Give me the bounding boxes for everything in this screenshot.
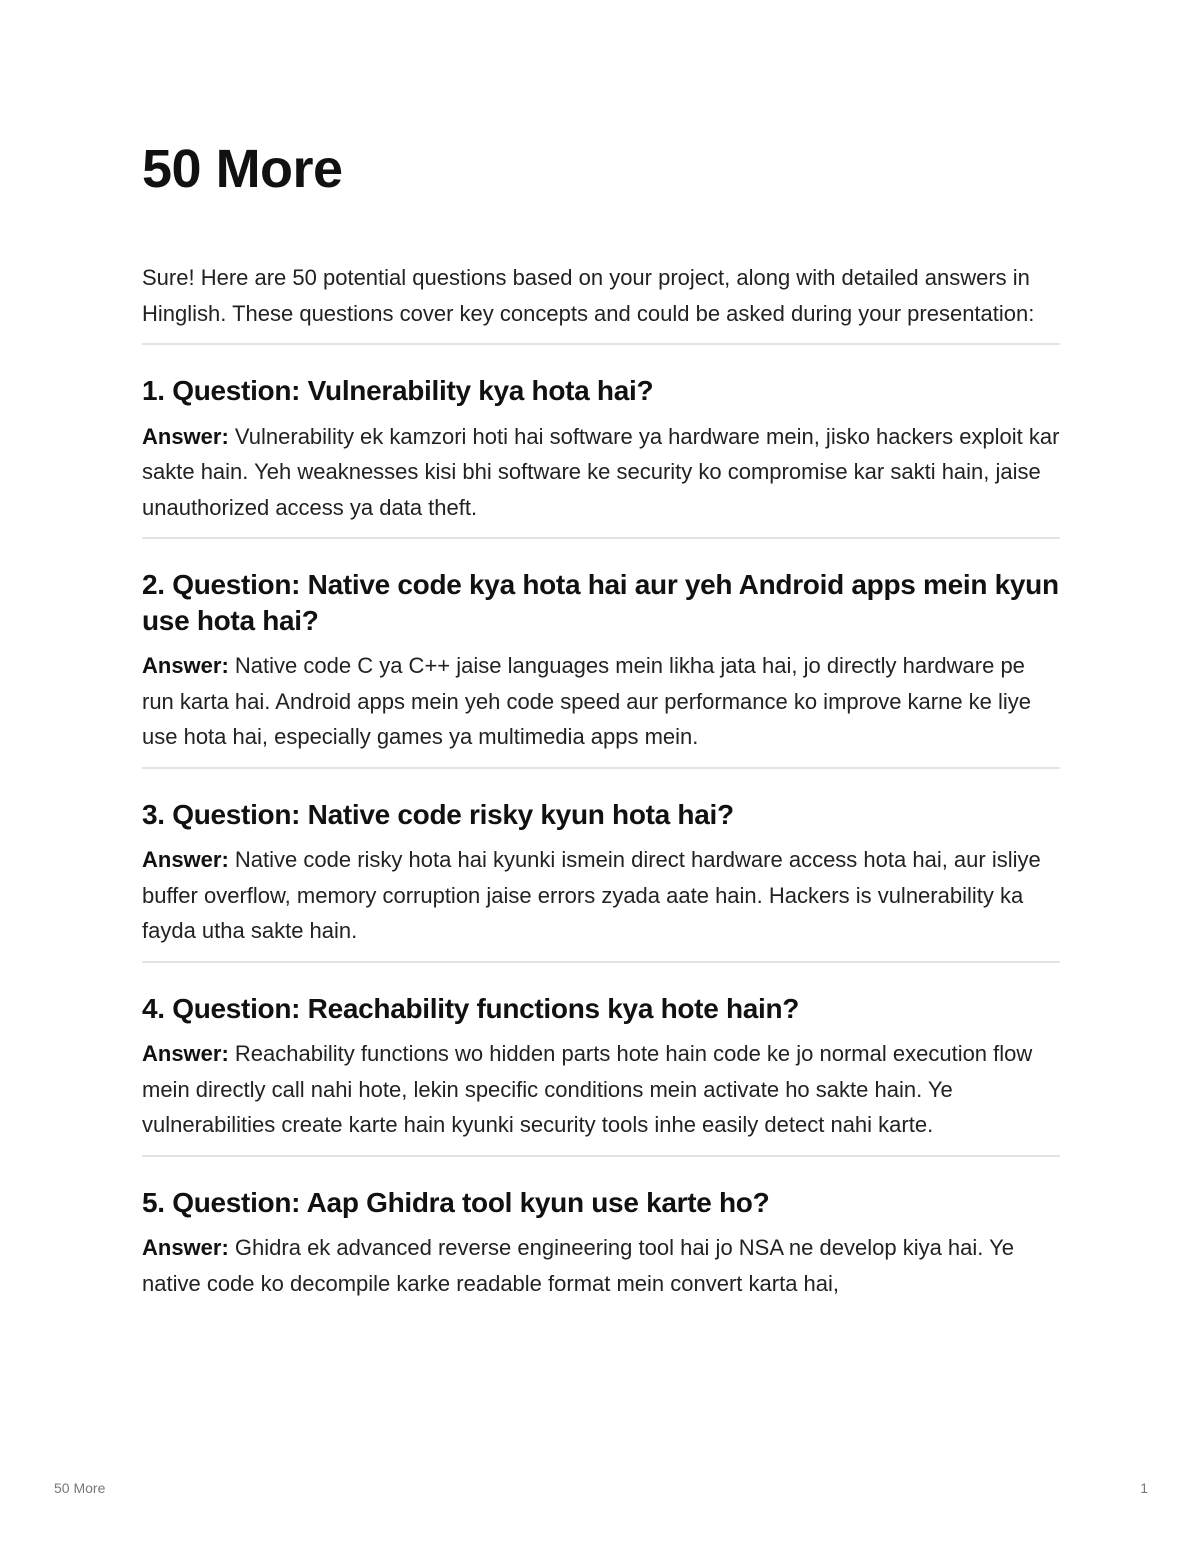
qa-item-1 — [142, 373, 1060, 525]
answer-label: Answer: — [142, 423, 229, 449]
question-heading: 2. Question: Native code kya hota hai aur yeh Android apps mein kyun use hota hai? — [142, 569, 1059, 636]
qa-item-4 — [142, 991, 1060, 1143]
footer-document-title: 50 More — [54, 1480, 106, 1496]
answer-paragraph — [142, 1230, 1060, 1301]
page-title: 50 More — [142, 139, 343, 199]
answer-paragraph — [142, 1036, 1060, 1143]
answer-paragraph — [142, 648, 1060, 755]
divider — [142, 343, 1060, 345]
question-heading: 4. Question: Reachability functions kya hote hain? — [142, 992, 800, 1024]
qa-item-5 — [142, 1185, 1060, 1302]
answer-label: Answer: — [142, 653, 229, 678]
question-heading: 1. Question: Vulnerability kya hota hai? — [142, 375, 654, 406]
divider — [142, 767, 1060, 769]
page-content — [142, 139, 1060, 1301]
divider — [142, 961, 1060, 963]
divider — [142, 1155, 1060, 1157]
answer-text: Native code C ya C++ jaise languages mein likha jata hai, jo directly hardware pe run karta hai. Android apps mein yeh code speed aur performance ko improve karne ke liye use hota hai, especially games ya multimedia apps mein. — [142, 653, 1032, 749]
intro-paragraph: Sure! Here are 50 potential questions based on your project, along with detailed answers in Hinglish. These questions cover key concepts and could be asked during your presentation: — [142, 265, 1035, 326]
answer-text: Vulnerability ek kamzori hoti hai software ya hardware mein, jisko hackers exploit kar sakte hain. Yeh weaknesses kisi bhi software ke security ko compromise kar sakti hain, jaise unauthorized access ya data theft. — [142, 423, 1060, 520]
answer-label: Answer: — [142, 847, 229, 872]
answer-paragraph — [142, 842, 1060, 949]
question-heading: 5. Question: Aap Ghidra tool kyun use karte ho? — [142, 1186, 770, 1218]
answer-label: Answer: — [142, 1235, 229, 1260]
answer-text: Reachability functions wo hidden parts hote hain code ke jo normal execution flow mein directly call nahi hote, lekin specific conditions mein activate ho sakte hain. Ye vulnerabilities create karte hain kyunki security tools inhe easily detect nahi karte. — [142, 1041, 1033, 1137]
qa-item-3 — [142, 797, 1060, 949]
divider — [142, 537, 1060, 539]
footer-page-number: 1 — [1140, 1480, 1148, 1496]
question-heading: 3. Question: Native code risky kyun hota hai? — [142, 798, 734, 830]
answer-paragraph — [142, 419, 1060, 526]
answer-text: Ghidra ek advanced reverse engineering tool hai jo NSA ne develop kiya hai. Ye native code ko decompile karke readable format mein convert karta hai, — [142, 1235, 1014, 1296]
answer-label: Answer: — [142, 1041, 229, 1066]
qa-item-2 — [142, 567, 1060, 755]
answer-text: Native code risky hota hai kyunki ismein direct hardware access hota hai, aur isliye buffer overflow, memory corruption jaise errors zyada aate hain. Hackers is vulnerability ka fayda utha sakte hain. — [142, 847, 1041, 943]
